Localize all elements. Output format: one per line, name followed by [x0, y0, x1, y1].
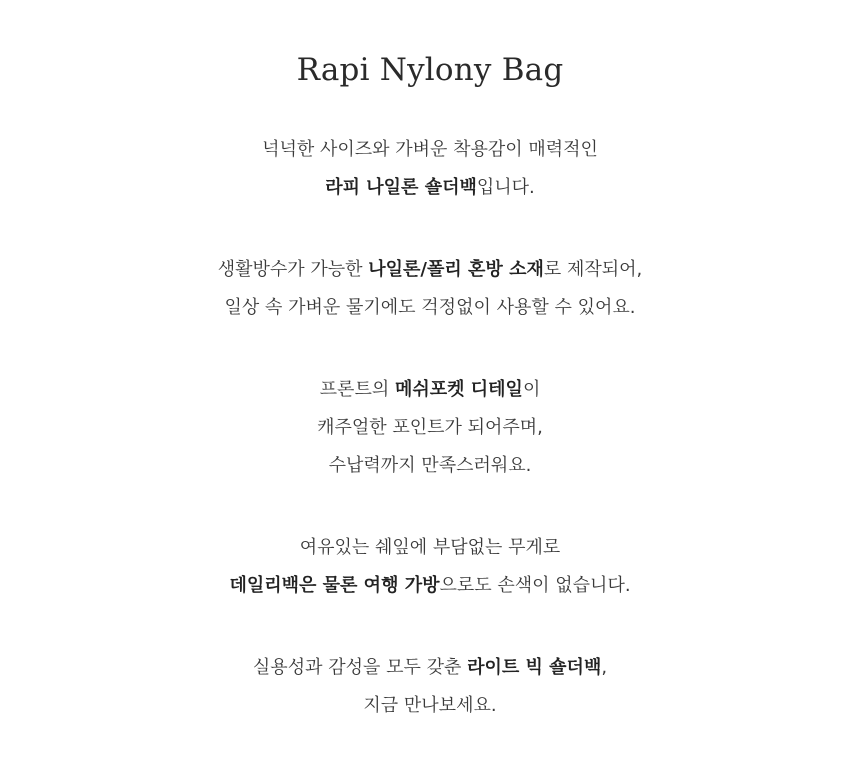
paragraph-line [0, 409, 860, 447]
text-segment: 입니다. [476, 177, 535, 198]
text-segment: 일상 속 가벼운 물기에도 걱정없이 사용할 수 있어요. [224, 297, 636, 318]
paragraph-2 [0, 251, 860, 327]
paragraph-line [0, 649, 860, 687]
paragraph-1 [0, 131, 860, 207]
bold-text-segment: 라피 나일론 숄더백 [325, 177, 477, 198]
paragraph-5 [0, 649, 860, 725]
text-segment: 프론트의 [319, 379, 395, 400]
paragraph-line [0, 169, 860, 207]
paragraph-line [0, 131, 860, 169]
paragraph-line [0, 251, 860, 289]
paragraph-line [0, 567, 860, 605]
product-title: Rapi Nylony Bag [296, 52, 564, 88]
text-segment: 으로도 손색이 없습니다. [439, 575, 631, 596]
text-segment: 이 [522, 379, 541, 400]
paragraph-line [0, 529, 860, 567]
paragraph-line [0, 447, 860, 485]
description-body [0, 131, 860, 769]
text-segment: 캐주얼한 포인트가 되어주며, [317, 417, 543, 438]
text-segment: 생활방수가 가능한 [217, 259, 369, 280]
paragraph-3 [0, 371, 860, 485]
bold-text-segment: 데일리백은 물론 여행 가방 [229, 575, 440, 596]
bold-text-segment: 메쉬포켓 디테일 [394, 379, 523, 400]
bold-text-segment: 라이트 빅 숄더백 [467, 657, 602, 678]
paragraph-line [0, 289, 860, 327]
bold-text-segment: 나일론/폴리 혼방 소재 [368, 259, 544, 280]
paragraph-4 [0, 529, 860, 605]
text-segment: 로 제작되어, [543, 259, 643, 280]
text-segment: 여유있는 쉐잎에 부담없는 무게로 [299, 537, 561, 558]
text-segment: , [601, 657, 608, 678]
text-segment: 넉넉한 사이즈와 가벼운 착용감이 매력적인 [262, 139, 598, 160]
text-segment: 수납력까지 만족스러워요. [328, 455, 532, 476]
paragraph-line [0, 371, 860, 409]
paragraph-line [0, 687, 860, 725]
text-segment: 실용성과 감성을 모두 갖춘 [252, 657, 468, 678]
text-segment: 지금 만나보세요. [363, 695, 497, 716]
